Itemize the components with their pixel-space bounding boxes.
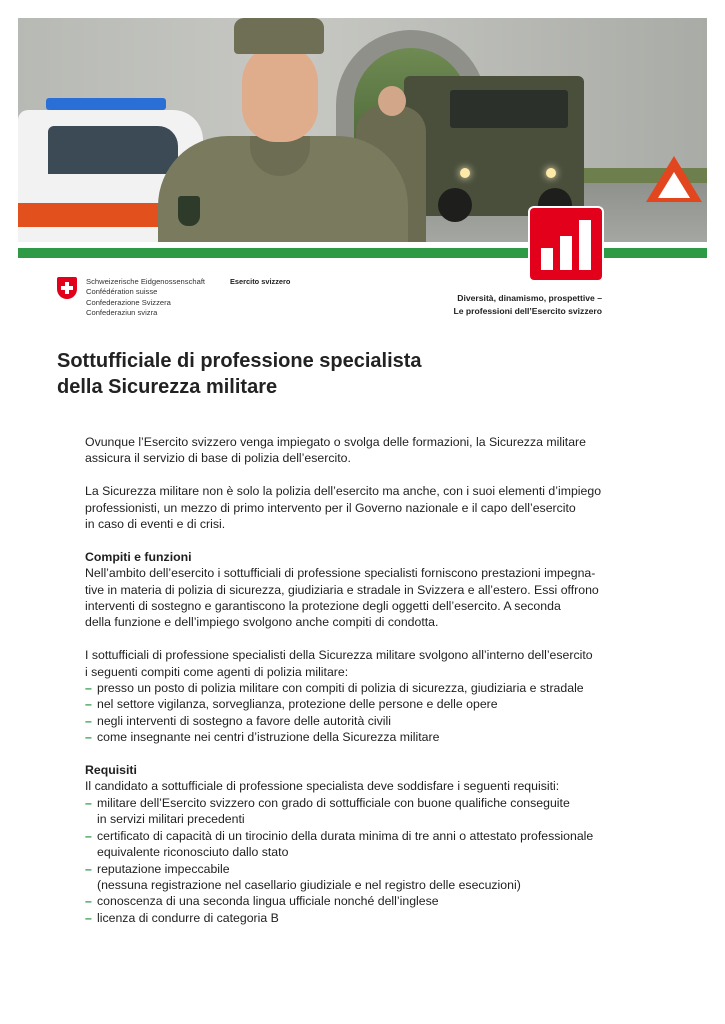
section-heading-compiti: Compiti e funzioni (85, 549, 192, 564)
text-line: I sottufficiali di professione specialisti della Sicurezza militare svolgono all’interno dell’esercito (85, 648, 593, 663)
federation-names (86, 277, 205, 319)
dash-bullet: – (85, 894, 92, 909)
text-line: tive in materia di polizia di sicurezza, giudiziaria e stradale in Svizzera e all’estero. Essi offrono (85, 582, 599, 597)
dash-bullet: – (85, 861, 92, 876)
tagline-line: Le professioni dell’Esercito svizzero (453, 305, 602, 316)
federation-name-it: Confederazione Svizzera (86, 297, 171, 307)
truck-wheel (438, 188, 472, 222)
list-item: – militare dell’Esercito svizzero con grado di sottufficiale con buone qualifiche conseguite in servizi militari precedenti (85, 795, 570, 827)
police-car-window (48, 126, 178, 174)
text-line: i seguenti compiti come agenti di polizia militare: (85, 664, 349, 679)
bar-chart-icon-bar (560, 236, 572, 270)
compiti-paragraph (85, 647, 645, 680)
text-line: La Sicurezza militare non è solo la polizia dell’esercito ma anche, con i suoi elementi d’impiego (85, 484, 602, 499)
federation-name-fr: Confédération suisse (86, 287, 158, 297)
list-item: – nel settore vigilanza, sorveglianza, protezione delle persone e delle opere (85, 697, 498, 712)
requisiti-intro: Il candidato a sottufficiale di professione specialista deve soddisfare i seguenti requisiti: (85, 779, 560, 794)
truck-headlight (460, 168, 470, 178)
police-beacon (46, 98, 166, 110)
federation-name-rm: Confederaziun svizra (86, 308, 158, 318)
list-item: – licenza di condurre di categoria B (85, 910, 279, 925)
dash-bullet: – (85, 910, 92, 925)
list-item: – conoscenza di una seconda lingua ufficiale nonché dell’inglese (85, 894, 439, 909)
tagline-line: Diversità, dinamismo, prospettive – (457, 293, 602, 303)
compiti-list (85, 680, 645, 746)
warning-triangle-inner (658, 172, 690, 198)
list-item: – come insegnante nei centri d’istruzione della Sicurezza militare (85, 730, 440, 745)
army-label: Esercito svizzero (230, 277, 291, 286)
text-line: Ovunque l’Esercito svizzero venga impiegato o svolga delle formazioni, la Sicurezza militare (85, 435, 586, 449)
soldier-head (242, 44, 318, 142)
hero-photo (18, 18, 707, 242)
list-item: – certificato di capacità di un tirocinio della durata minima di tre anni o attestato professionale equivalente riconosciuto dallo stato (85, 828, 594, 860)
tagline (453, 292, 602, 317)
compiti-paragraph (85, 565, 645, 631)
background-soldier-head (378, 86, 406, 116)
dash-bullet: – (85, 713, 92, 728)
intro-paragraph (85, 434, 645, 467)
list-item: – negli interventi di sostegno a favore delle autorità civili (85, 713, 391, 728)
truck-windshield (450, 90, 568, 128)
bar-chart-icon-bar (579, 220, 591, 270)
dash-bullet: – (85, 681, 92, 696)
text-line: in caso di eventi e di crisi. (85, 517, 226, 532)
list-item: – reputazione impeccabile (nessuna registrazione nel casellario giudiziale e nel registro delle esecuzioni) (85, 861, 521, 892)
text-line: assicura il servizio di base di polizia dell’esercito. (85, 451, 351, 466)
dash-bullet: – (85, 697, 92, 712)
section-heading-requisiti: Requisiti (85, 763, 137, 778)
page-title-line: Sottufficiale di professione specialista (57, 350, 422, 372)
page-title (57, 348, 577, 400)
page-title-line: della Sicurezza militare (57, 376, 278, 398)
dash-bullet: – (85, 730, 92, 745)
intro-paragraph (85, 483, 645, 532)
shoulder-patch (178, 196, 200, 226)
federation-name-de: Schweizerische Eidgenossenschaft (86, 277, 206, 286)
soldier-cap (234, 18, 324, 54)
green-band (18, 248, 707, 258)
text-line: interventi di sostegno e garantiscono la protezione degli oggetti dell’esercito. A seconda (85, 599, 561, 614)
bar-chart-icon (530, 208, 602, 280)
bar-chart-icon-bar (541, 248, 553, 270)
text-line: Nell’ambito dell’esercito i sottufficiali di professione specialisti forniscono prestazioni impegna- (85, 566, 596, 581)
list-item: – presso un posto di polizia militare con compiti di polizia di sicurezza, giudiziaria e stradale (85, 681, 584, 696)
body-content (85, 434, 645, 926)
text-line: della funzione e dell’impiego svolgono anche compiti di condotta. (85, 615, 439, 630)
dash-bullet: – (85, 795, 92, 810)
text-line: professionisti, un mezzo di primo intervento per il Governo nazionale e il capo dell’esercito (85, 500, 576, 515)
requisiti-list (85, 795, 645, 926)
truck-headlight (546, 168, 556, 178)
swiss-crest-icon (57, 277, 77, 299)
dash-bullet: – (85, 828, 92, 843)
